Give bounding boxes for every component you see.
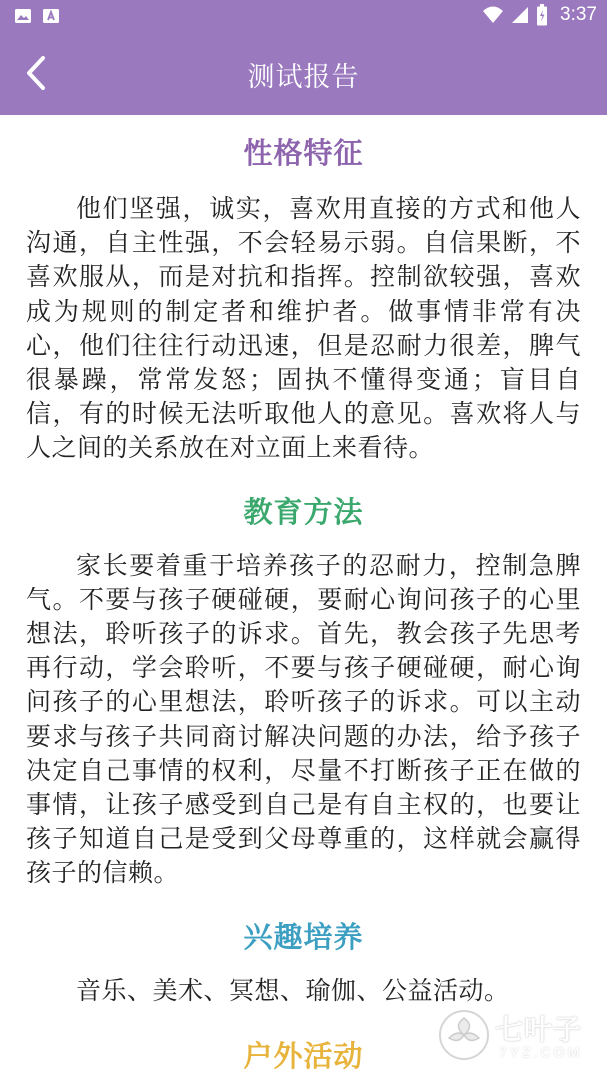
section-body-personality: 他们坚强，诚实，喜欢用直接的方式和他人沟通，自主性强，不会轻易示弱。自信果断，不喜欢服从，而是对抗和指挥。控制欲较强，喜欢成为规则的制定者和维护者。做事情非常有决心，他们往往行动迅速，但是忍耐力很差，脾气很暴躁，常常发怒；固执不懂得变通；盲目自信，有的时候无法听取他人的意见。喜欢将人与人之间的关系放在对立面上来看待。 bbox=[26, 194, 581, 463]
watermark-text: 七叶子 bbox=[495, 1013, 583, 1046]
status-time: 3:37 bbox=[560, 4, 597, 25]
wifi-icon bbox=[482, 5, 504, 25]
image-icon bbox=[14, 7, 32, 25]
report-content[interactable] bbox=[0, 115, 607, 1080]
watermark-domain: 7YZ.COM bbox=[499, 1044, 583, 1060]
app-bar bbox=[0, 33, 607, 115]
cell-signal-icon bbox=[510, 5, 530, 25]
watermark bbox=[437, 1004, 597, 1068]
section-body-interests: 音乐、美术、冥想、瑜伽、公益活动。 bbox=[76, 975, 510, 1005]
status-bar bbox=[0, 0, 607, 33]
battery-icon bbox=[536, 4, 548, 26]
section-body-education: 家长要着重于培养孩子的忍耐力，控制急脾气。不要与孩子硬碰硬，要耐心询问孩子的心里想法，聆听孩子的诉求。首先，教会孩子先思考再行动，学会聆听，不要与孩子硬碰硬，耐心询问孩子的心里想法，聆听孩子的诉求。可以主动要求与孩子共同商讨解决问题的办法，给予孩子决定自己事情的权利，尽量不打断孩子正在做的事情，让孩子感受到自己是有自主权的，也要让孩子知道自己是受到父母尊重的，这样就会赢得孩子的信赖。 bbox=[26, 550, 581, 888]
section-title-education: 教育方法 bbox=[243, 494, 364, 529]
section-title-interests: 兴趣培养 bbox=[243, 919, 364, 954]
a-box-icon bbox=[42, 7, 60, 25]
section-title-outdoor: 户外活动 bbox=[243, 1038, 364, 1073]
section-title-personality: 性格特征 bbox=[243, 136, 364, 170]
leaf-logo-icon bbox=[437, 1008, 491, 1062]
page-title: 测试报告 bbox=[247, 62, 360, 93]
